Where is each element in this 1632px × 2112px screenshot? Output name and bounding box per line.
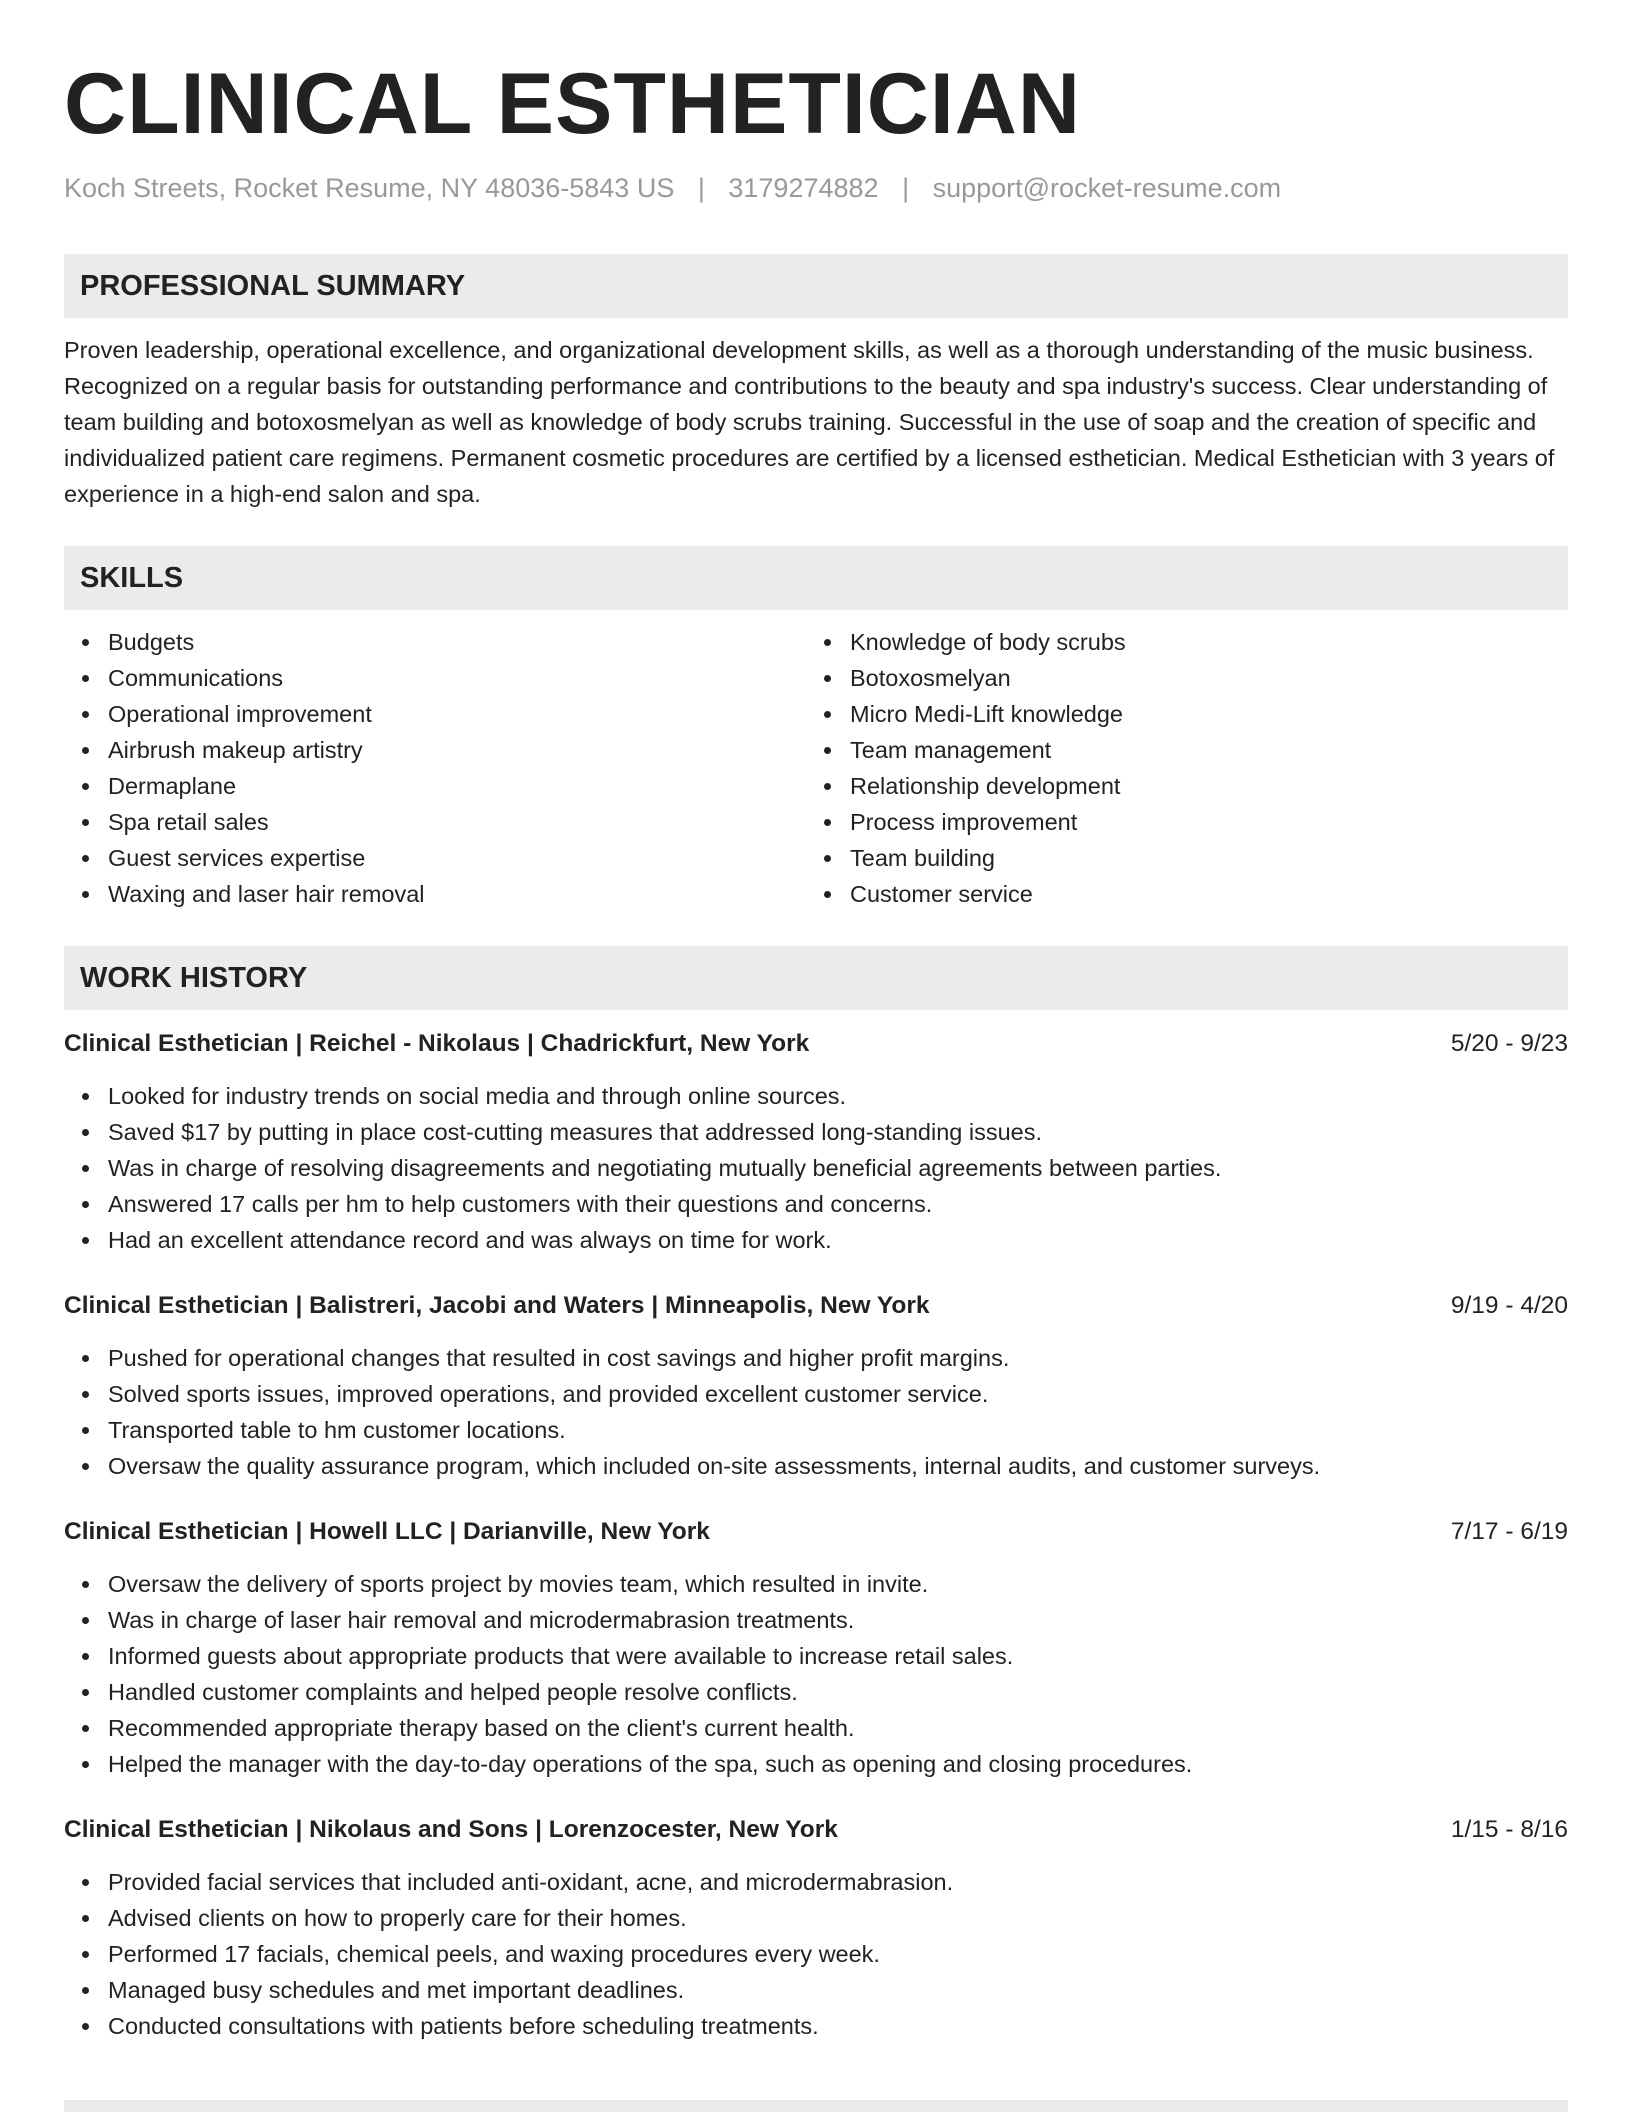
job-entry — [64, 1026, 1568, 1258]
skill-item: Team building — [806, 840, 1548, 876]
job-title: Clinical Esthetician | Balistreri, Jacobi and Waters | Minneapolis, New York — [64, 1292, 930, 1319]
job-bullet: Oversaw the delivery of sports project by movies team, which resulted in invite. — [64, 1566, 1568, 1602]
skill-item: Relationship development — [806, 768, 1548, 804]
job-title: Clinical Esthetician | Reichel - Nikolaus | Chadrickfurt, New York — [64, 1030, 810, 1057]
job-bullets — [64, 1078, 1568, 1258]
job-header — [64, 1812, 1568, 1848]
job-title: Clinical Esthetician | Howell LLC | Darianville, New York — [64, 1518, 710, 1545]
skill-item: Botoxosmelyan — [806, 660, 1548, 696]
section-header-summary — [64, 254, 1568, 318]
job-bullet: Recommended appropriate therapy based on the client's current health. — [64, 1710, 1568, 1746]
job-bullet: Conducted consultations with patients before scheduling treatments. — [64, 2008, 1568, 2044]
job-bullet: Looked for industry trends on social media and through online sources. — [64, 1078, 1568, 1114]
job-entry — [64, 1812, 1568, 2044]
skill-item: Process improvement — [806, 804, 1548, 840]
job-header — [64, 1026, 1568, 1062]
next-section-header-edge — [64, 2100, 1568, 2112]
job-bullet: Handled customer complaints and helped people resolve conflicts. — [64, 1674, 1568, 1710]
job-bullet: Advised clients on how to properly care for their homes. — [64, 1900, 1568, 1936]
job-bullet: Provided facial services that included anti-oxidant, acne, and microdermabrasion. — [64, 1864, 1568, 1900]
job-dates: 9/19 - 4/20 — [1450, 1292, 1568, 1319]
job-bullet: Transported table to hm customer locations. — [64, 1412, 1568, 1448]
job-title: Clinical Esthetician | Nikolaus and Sons | Lorenzocester, New York — [64, 1816, 838, 1843]
job-header — [64, 1288, 1568, 1324]
job-bullet: Answered 17 calls per hm to help customers with their questions and concerns. — [64, 1186, 1568, 1222]
section-header-skills — [64, 546, 1568, 610]
skill-item: Spa retail sales — [64, 804, 806, 840]
contact-phone: 3179274882 — [728, 173, 879, 203]
section-title: PROFESSIONAL SUMMARY — [80, 269, 466, 302]
skill-item: Operational improvement — [64, 696, 806, 732]
job-bullet: Had an excellent attendance record and was always on time for work. — [64, 1222, 1568, 1258]
job-bullet: Informed guests about appropriate products that were available to increase retail sales. — [64, 1638, 1568, 1674]
job-dates: 5/20 - 9/23 — [1450, 1030, 1568, 1057]
contact-line — [64, 170, 1568, 206]
job-bullet: Pushed for operational changes that resulted in cost savings and higher profit margins. — [64, 1340, 1568, 1376]
job-dates: 1/15 - 8/16 — [1450, 1816, 1568, 1843]
skill-item: Micro Medi-Lift knowledge — [806, 696, 1548, 732]
job-bullet: Helped the manager with the day-to-day operations of the spa, such as opening and closing procedures. — [64, 1746, 1568, 1782]
job-entry — [64, 1288, 1568, 1484]
skill-item: Guest services expertise — [64, 840, 806, 876]
job-bullet: Solved sports issues, improved operations, and provided excellent customer service. — [64, 1376, 1568, 1412]
job-bullet: Was in charge of resolving disagreements and negotiating mutually beneficial agreements between parties. — [64, 1150, 1568, 1186]
job-bullet: Saved $17 by putting in place cost-cutting measures that addressed long-standing issues. — [64, 1114, 1568, 1150]
summary-text: Proven leadership, operational excellence, and organizational development skills, as well as a thorough understanding of the music business. Recognized on a regular basis for outstanding performance and contributions to the beauty and spa industry's success. Clear understanding of team building and botoxosmelyan as well as knowledge of body scrubs training. Successful in the use of soap and the creation of specific and individualized patient care regimens. Permanent cosmetic procedures are certified by a licensed esthetician. Medical Esthetician with 3 years of experience in a high-end salon and spa. — [64, 337, 1555, 507]
section-title: WORK HISTORY — [80, 961, 308, 994]
skill-item: Airbrush makeup artistry — [64, 732, 806, 768]
skill-item: Team management — [806, 732, 1548, 768]
job-header — [64, 1514, 1568, 1550]
skill-item: Waxing and laser hair removal — [64, 876, 806, 912]
job-bullets — [64, 1864, 1568, 2044]
contact-email: support@rocket-resume.com — [932, 173, 1282, 203]
job-bullet: Was in charge of laser hair removal and microdermabrasion treatments. — [64, 1602, 1568, 1638]
job-bullet: Performed 17 facials, chemical peels, and waxing procedures every week. — [64, 1936, 1568, 1972]
job-bullets — [64, 1340, 1568, 1484]
contact-separator: | — [902, 173, 910, 203]
skill-item: Knowledge of body scrubs — [806, 624, 1548, 660]
skills-column-left — [64, 624, 806, 912]
job-dates: 7/17 - 6/19 — [1450, 1518, 1568, 1545]
section-title: SKILLS — [80, 561, 184, 594]
contact-address: Koch Streets, Rocket Resume, NY 48036-5843 US — [64, 173, 675, 203]
job-bullets — [64, 1566, 1568, 1782]
skill-item: Customer service — [806, 876, 1548, 912]
contact-separator: | — [697, 173, 705, 203]
job-bullet: Managed busy schedules and met important deadlines. — [64, 1972, 1568, 2008]
skills-grid — [64, 624, 1568, 912]
skill-item: Budgets — [64, 624, 806, 660]
job-entry — [64, 1514, 1568, 1782]
section-header-work-history — [64, 946, 1568, 1010]
resume-name: CLINICAL ESTHETICIAN — [64, 56, 1081, 152]
skill-item: Dermaplane — [64, 768, 806, 804]
skill-item: Communications — [64, 660, 806, 696]
job-bullet: Oversaw the quality assurance program, which included on-site assessments, internal audits, and customer surveys. — [64, 1448, 1568, 1484]
skills-column-right — [806, 624, 1548, 912]
